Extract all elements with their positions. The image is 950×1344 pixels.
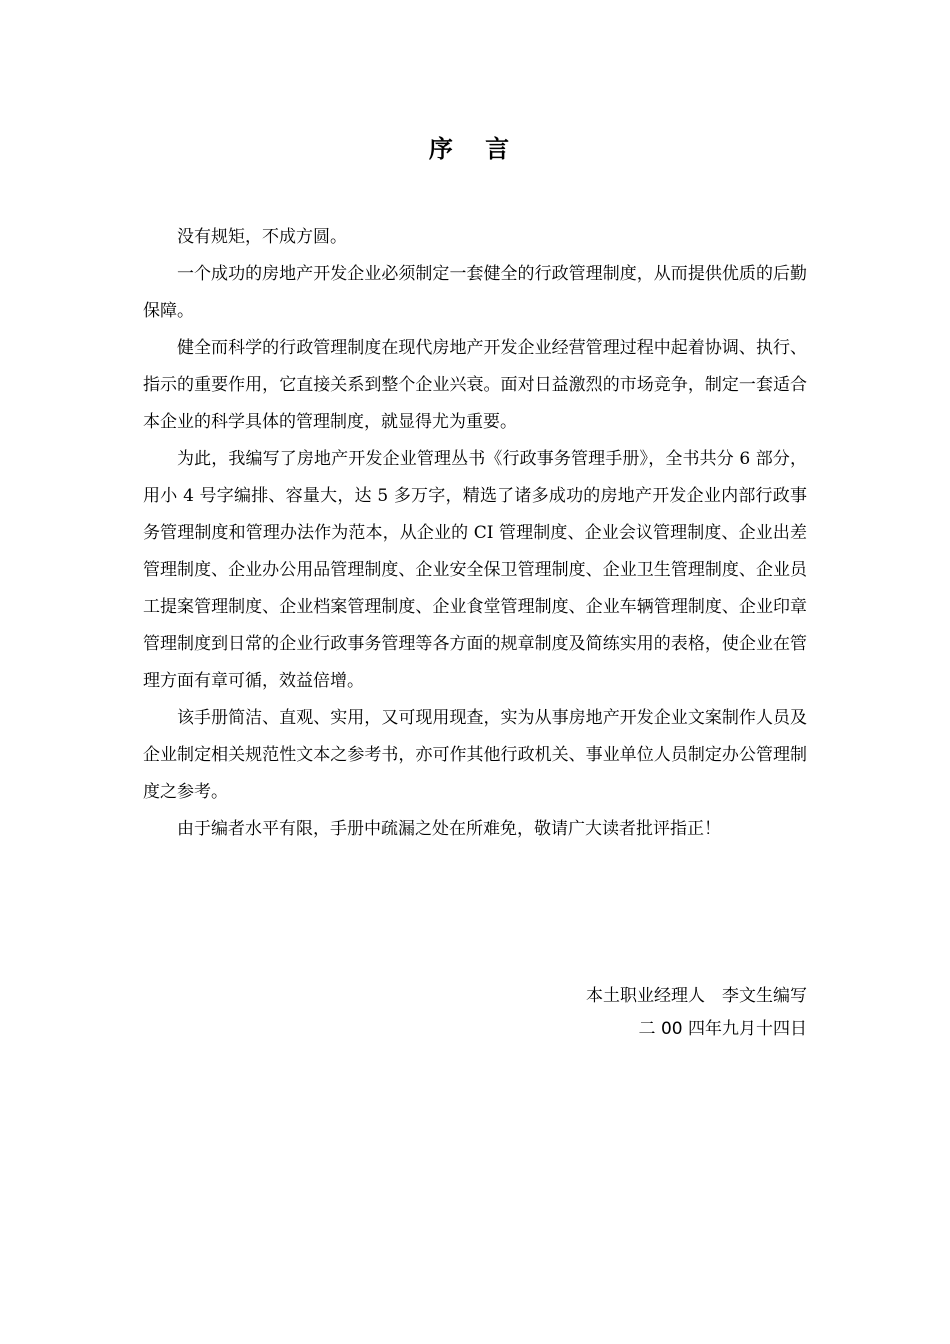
paragraph-3: 健全而科学的行政管理制度在现代房地产开发企业经营管理过程中起着协调、执行、指示的重要作用，它直接关系到整个企业兴衰。面对日益激烈的市场竞争，制定一套适合本企业的科学具体的管理制度，就显得尤为重要。: [143, 338, 807, 432]
signature-block: [143, 980, 807, 1046]
paragraph-4: 为此，我编写了房地产开发企业管理丛书《行政事务管理手册》，全书共分 6 部分，用小 4 号字编排、容量大，达 5 多万字，精选了诸多成功的房地产开发企业内部行政事务管理制度和管理办法作为范本，从企业的 CI 管理制度、企业会议管理制度、企业出差管理制度、企业办公用品管理制度、企业安全保卫管理制度、企业卫生管理制度、企业员工提案管理制度、企业档案管理制度、企业食堂管理制度、企业车辆管理制度、企业印章管理制度到日常的企业行政事务管理等各方面的规章制度及简练实用的表格，使企业在管理方面有章可循，效益倍增。: [143, 449, 807, 691]
preface-body: [143, 219, 807, 848]
date-line: 二 00 四年九月十四日: [638, 1019, 807, 1039]
author-line: 本土职业经理人 李文生编写: [586, 986, 807, 1006]
paragraph-2: 一个成功的房地产开发企业必须制定一套健全的行政管理制度，从而提供优质的后勤保障。: [143, 264, 807, 321]
page-title: 序 言: [428, 135, 522, 163]
paragraph-6: 由于编者水平有限，手册中疏漏之处在所难免，敬请广大读者批评指正！: [177, 819, 721, 839]
paragraph-1: 没有规矩，不成方圆。: [177, 227, 347, 247]
paragraph-5: 该手册简洁、直观、实用，又可现用现查，实为从事房地产开发企业文案制作人员及企业制定相关规范性文本之参考书，亦可作其他行政机关、事业单位人员制定办公管理制度之参考。: [143, 708, 807, 802]
